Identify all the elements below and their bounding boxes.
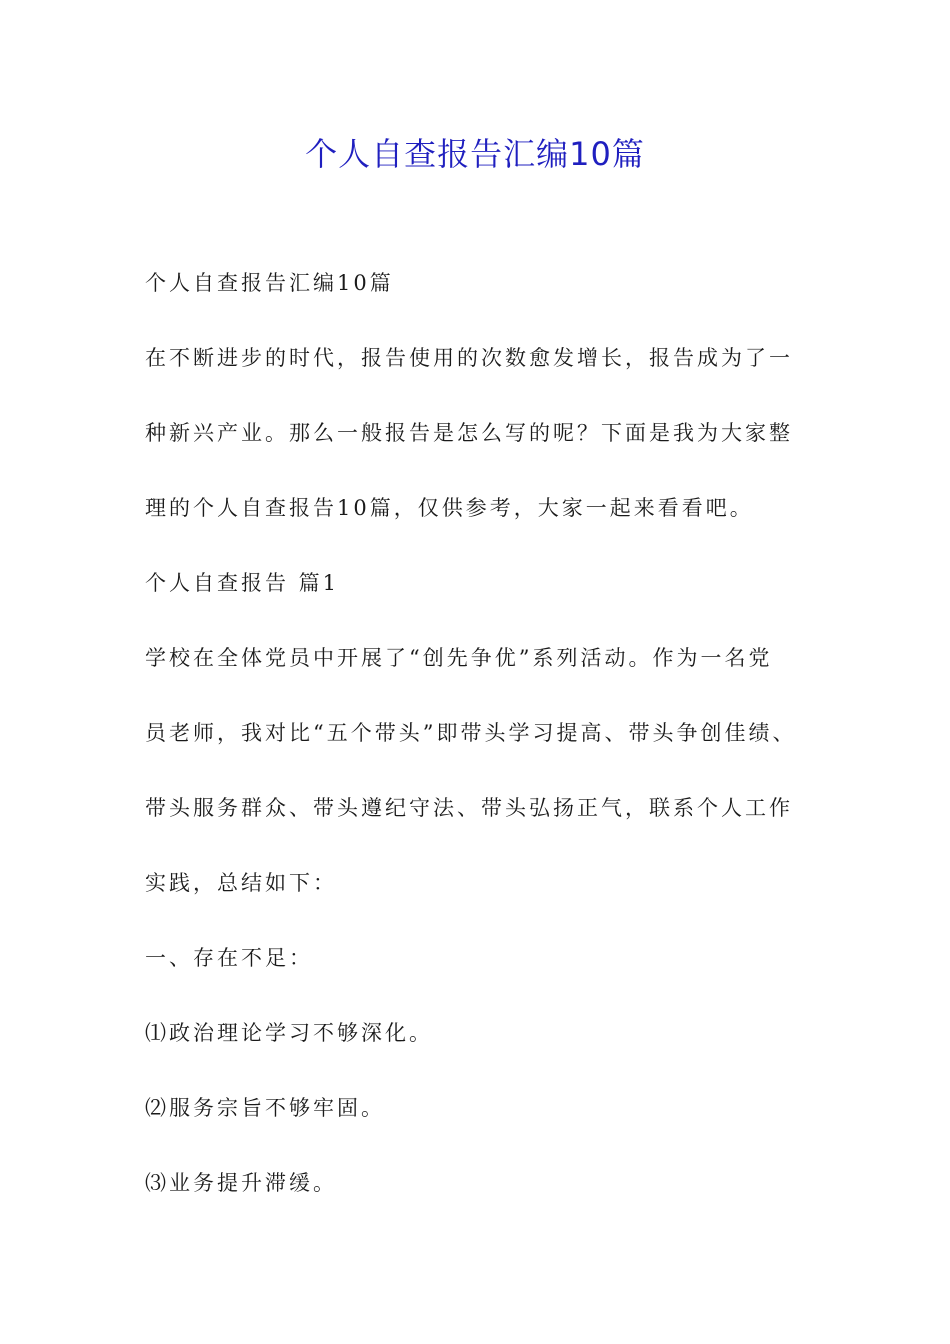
subtitle-line: 个人自查报告汇编10篇	[145, 271, 394, 295]
list-item: ⑶业务提升滞缓。	[145, 1171, 337, 1195]
paragraph-line: 理的个人自查报告10篇，仅供参考，大家一起来看看吧。	[145, 496, 754, 520]
paragraph-line: 学校在全体党员中开展了“创先争优”系列活动。作为一名党	[145, 646, 773, 670]
paragraph-line: 在不断进步的时代，报告使用的次数愈发增长，报告成为了一	[145, 346, 793, 370]
paragraph-line: 员老师，我对比“五个带头”即带头学习提高、带头争创佳绩、	[145, 721, 797, 745]
section-heading: 一、存在不足：	[145, 946, 313, 970]
document-title: 个人自查报告汇编10篇	[305, 135, 645, 173]
document-body	[145, 262, 815, 1237]
section-heading: 个人自查报告 篇1	[145, 571, 340, 595]
paragraph-line: 种新兴产业。那么一般报告是怎么写的呢？下面是我为大家整	[145, 421, 793, 445]
list-item: ⑵服务宗旨不够牢固。	[145, 1096, 385, 1120]
paragraph-line: 带头服务群众、带头遵纪守法、带头弘扬正气，联系个人工作	[145, 796, 793, 820]
paragraph-line: 实践，总结如下：	[145, 871, 337, 895]
list-item: ⑴政治理论学习不够深化。	[145, 1021, 433, 1045]
